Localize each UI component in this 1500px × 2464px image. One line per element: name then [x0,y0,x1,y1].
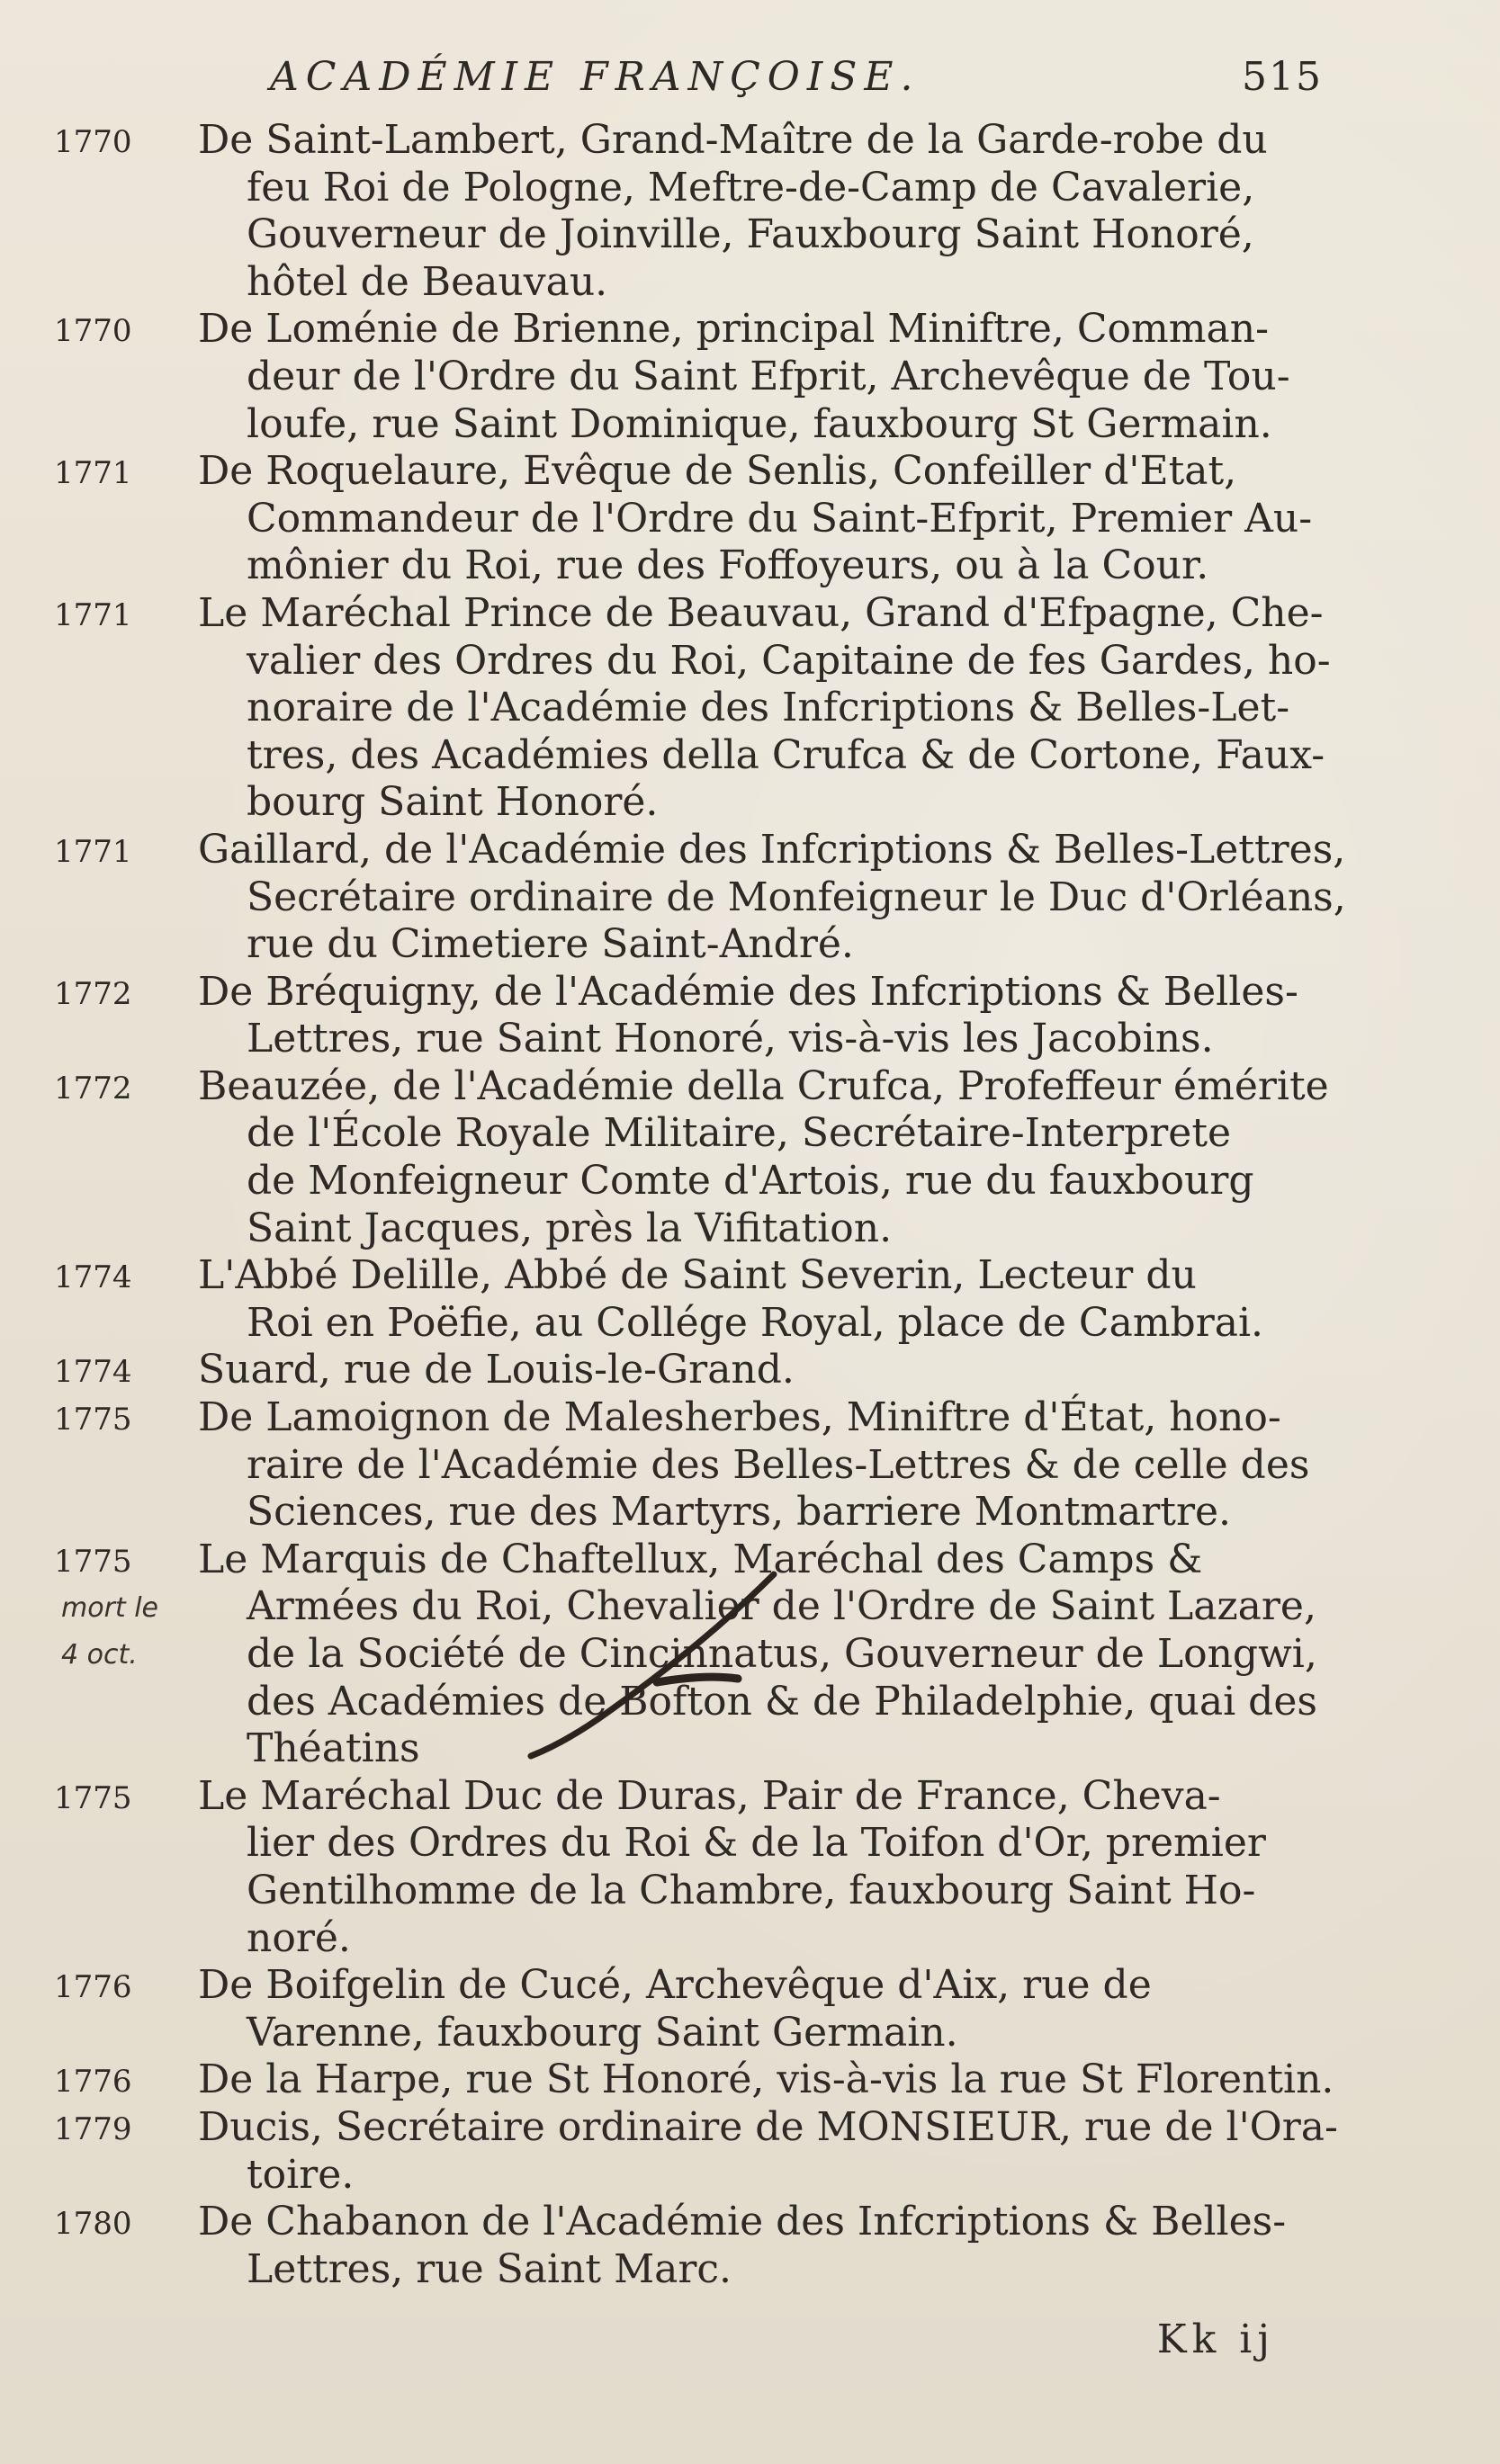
member-entry [54,306,1341,448]
election-year: 1772 [54,1070,132,1107]
entry-text-line: deur de l'Ordre du Saint Efprit, Archevêque de Tou- [247,353,1290,399]
member-entry [54,1252,1341,1347]
election-year: 1775 [54,1543,132,1580]
member-entry [54,2056,1341,2104]
election-year: 1770 [54,313,132,350]
election-year: 1771 [54,833,132,870]
member-list [54,117,1346,2293]
entry-text-line: rue du Cimetiere Saint-André. [247,921,854,968]
entry-text-line: des Académies de Bofton & de Philadelphie, quai des [247,1678,1317,1725]
member-entry [54,117,1341,306]
member-entry [54,1063,1341,1252]
entry-text-line: loufe, rue Saint Dominique, fauxbourg St Germain. [247,400,1272,447]
entry-text-line: Gaillard, de l'Académie des Infcriptions & Belles-Lettres, [198,826,1346,873]
entry-text-line: Varenne, fauxbourg Saint Germain. [247,2009,958,2056]
member-entry [54,2104,1341,2199]
entry-text-line: bourg Saint Honoré. [247,779,659,826]
entry-text-line: noré. [247,1914,351,1961]
entry-text-line: Théatins [247,1725,420,1772]
election-year: 1779 [54,2110,132,2147]
member-entry [54,2199,1341,2293]
election-year: 1775 [54,1779,132,1816]
entry-text-line: De Saint-Lambert, Grand-Maître de la Garde-robe du [198,117,1268,163]
entry-text-line: Gouverneur de Joinville, Fauxbourg Saint Honoré, [247,211,1254,258]
entry-text-line: Saint Jacques, près la Vifitation. [247,1205,893,1251]
entry-text-line: Le Maréchal Prince de Beauvau, Grand d'Efpagne, Che- [198,589,1324,636]
election-year: 1775 [54,1402,132,1438]
header-title: ACADÉMIE FRANÇOISE. [270,54,921,100]
entry-text-line: Suard, rue de Louis-le-Grand. [198,1347,795,1393]
member-entry [54,448,1341,590]
entry-text-line: Gentilhomme de la Chambre, fauxbourg Saint Ho- [247,1867,1256,1913]
entry-text-line: De Chabanon de l'Académie des Infcriptions & Belles- [198,2199,1287,2245]
entry-text-line: Beauzée, de l'Académie della Crufca, Profeffeur émérite [198,1062,1329,1109]
entry-text-line: mônier du Roi, rue des Foffoyeurs, ou à la Cour. [247,542,1209,589]
entry-text-line: feu Roi de Pologne, Meftre-de-Camp de Cavalerie, [247,164,1255,211]
election-year: 1771 [54,596,132,633]
entry-text-line: De Lamoignon de Malesherbes, Miniftre d'État, hono- [198,1394,1281,1441]
election-year: 1776 [54,1969,132,2006]
entry-text-line: De la Harpe, rue St Honoré, vis-à-vis la rue St Florentin. [198,2056,1334,2103]
entry-text-line: Le Maréchal Duc de Duras, Pair de France, Cheva- [198,1772,1221,1819]
election-year: 1774 [54,1354,132,1391]
member-entry [54,1962,1341,2056]
member-entry [54,826,1346,969]
entry-text-line: De Roquelaure, Evêque de Senlis, Confeiller d'Etat, [198,448,1237,495]
entry-text-line: valier des Ordres du Roi, Capitaine de fes Gardes, ho- [247,637,1331,684]
entry-text-line: de la Société de Cincinnatus, Gouverneur de Longwi, [247,1631,1317,1677]
election-year: 1771 [54,455,132,492]
entry-text-line: lier des Ordres du Roi & de la Toifon d'Or, premier [247,1820,1266,1867]
entry-text-line: de l'École Royale Militaire, Secrétaire-Interprete [247,1110,1232,1157]
entry-text-line: hôtel de Beauvau. [247,258,608,305]
entry-text-line: L'Abbé Delille, Abbé de Saint Severin, Lecteur du [198,1252,1197,1299]
entry-text-line: noraire de l'Académie des Infcriptions & Belles-Let- [247,685,1290,731]
election-year: 1776 [54,2064,132,2101]
running-header [270,54,1350,117]
handwritten-margin-note: mort le [61,1591,159,1624]
member-entry [54,590,1341,827]
entry-text-line: Lettres, rue Saint Marc. [247,2245,732,2292]
entry-text-line: Le Marquis de Chaftellux, Maréchal des Camps & [198,1536,1203,1582]
entry-text-line: De Boifgelin de Cucé, Archevêque d'Aix, rue de [198,1962,1152,2009]
entry-text-line: Ducis, Secrétaire ordinaire de MONSIEUR, rue de l'Ora- [198,2103,1338,2150]
member-entry [54,1773,1341,1962]
member-entry [54,1394,1341,1537]
election-year: 1772 [54,975,132,1012]
page-number: 515 [1242,54,1323,100]
entry-text-line: De Bréquigny, de l'Académie des Infcriptions & Belles- [198,968,1298,1015]
entry-text-line: Sciences, rue des Martyrs, barriere Montmartre. [247,1489,1232,1536]
election-year: 1770 [54,124,132,160]
election-year: 1780 [54,2206,132,2243]
entry-text-line: De Loménie de Brienne, principal Miniftre, Comman- [198,306,1269,353]
entry-text-line: Commandeur de l'Ordre du Saint-Efprit, Premier Au- [247,495,1313,542]
entry-text-line: raire de l'Académie des Belles-Lettres & de celle des [247,1441,1310,1488]
entry-text-line: Armées du Roi, Chevalier de l'Ordre de Saint Lazare, [247,1583,1316,1630]
handwritten-strike-mark [504,1556,810,1763]
entry-text-line: tres, des Académies della Crufca & de Cortone, Faux- [247,731,1325,778]
entry-text-line: Lettres, rue Saint Honoré, vis-à-vis les Jacobins. [247,1016,1214,1062]
entry-text-line: Roi en Poëfie, au Collége Royal, place de Cambrai. [247,1299,1264,1346]
entry-text-line: Secrétaire ordinaire de Monfeigneur le Duc d'Orléans, [247,874,1346,920]
handwritten-margin-note: 4 oct. [61,1638,138,1671]
election-year: 1774 [54,1259,132,1296]
entry-text-line: de Monfeigneur Comte d'Artois, rue du fauxbourg [247,1158,1254,1205]
member-entry [54,969,1341,1063]
member-entry [54,1347,1341,1394]
signature-mark: Kk ij [1156,2316,1275,2362]
entry-text-line: toire. [247,2151,355,2198]
